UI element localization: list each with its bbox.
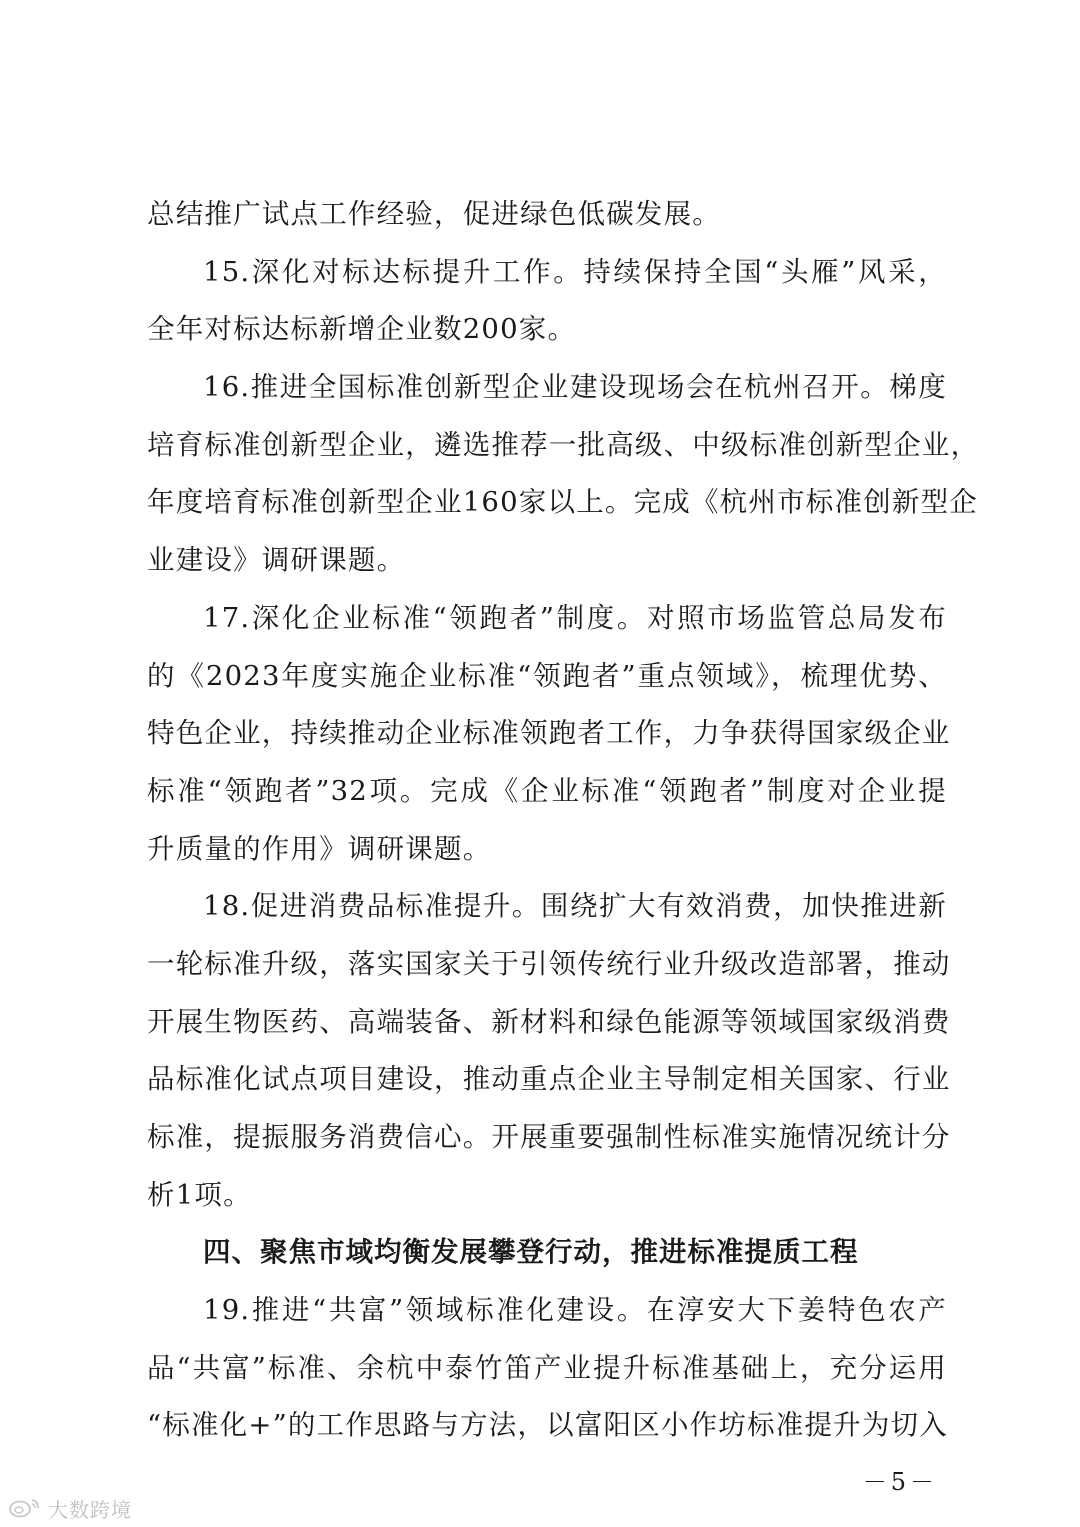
text-line: 总结推广试点工作经验，促进绿色低碳发展。: [147, 198, 721, 230]
text-line: 业建设》调研课题。: [147, 544, 406, 577]
text-line: 15.深化对标达标提升工作。持续保持全国“头雁”风采，: [203, 255, 947, 288]
text-line: 19.推进“共富”领域标准化建设。在淳安大下姜特色农产: [203, 1294, 947, 1327]
section-heading: 四、聚焦市域均衡发展攀登行动，推进标准提质工程: [203, 1236, 859, 1269]
text-line: 标准“领跑者”32项。完成《企业标准“领跑者”制度对企业提: [147, 774, 947, 807]
document-body: [147, 186, 980, 1455]
text-line: 开展生物医药、高端装备、新材料和绿色能源等领域国家级消费: [147, 1005, 951, 1038]
weibo-logo-icon: [8, 1496, 42, 1522]
text-line: 全年对标达标新增企业数200家。: [147, 313, 577, 346]
text-line: “标准化+”的工作思路与方法，以富阳区小作坊标准提升为切入: [147, 1409, 948, 1442]
text-line: 年度培育标准创新型企业160家以上。完成《杭州市标准创新型企: [147, 486, 978, 519]
watermark-text: 大数跨境: [48, 1498, 132, 1522]
text-line: 品标准化试点项目建设，推动重点企业主导制定相关国家、行业: [147, 1063, 951, 1096]
text-line: 一轮标准升级，落实国家关于引领传统行业升级改造部署，推动: [147, 947, 951, 980]
watermark: [8, 1494, 132, 1523]
text-line: 特色企业，持续推动企业标准领跑者工作，力争获得国家级企业: [147, 717, 951, 750]
text-line: 16.推进全国标准创新型企业建设现场会在杭州召开。梯度: [203, 371, 947, 404]
text-line: 17.深化企业标准“领跑者”制度。对照市场监管总局发布: [203, 601, 947, 634]
text-line: 标准，提振服务消费信心。开展重要强制性标准实施情况统计分: [147, 1121, 951, 1153]
text-line: 的《2023年度实施企业标准“领跑者”重点领域》，梳理优势、: [147, 659, 947, 692]
text-line: 18.促进消费品标准提升。围绕扩大有效消费，加快推进新: [203, 890, 947, 923]
text-line: 培育标准创新型企业，遴选推荐一批高级、中级标准创新型企业，: [147, 428, 980, 461]
page-number: －5－: [862, 1468, 938, 1496]
text-line: 品“共富”标准、余杭中泰竹笛产业提升标准基础上，充分运用: [147, 1351, 947, 1384]
text-line: 升质量的作用》调研课题。: [147, 832, 492, 865]
text-line: 析1项。: [147, 1178, 252, 1211]
